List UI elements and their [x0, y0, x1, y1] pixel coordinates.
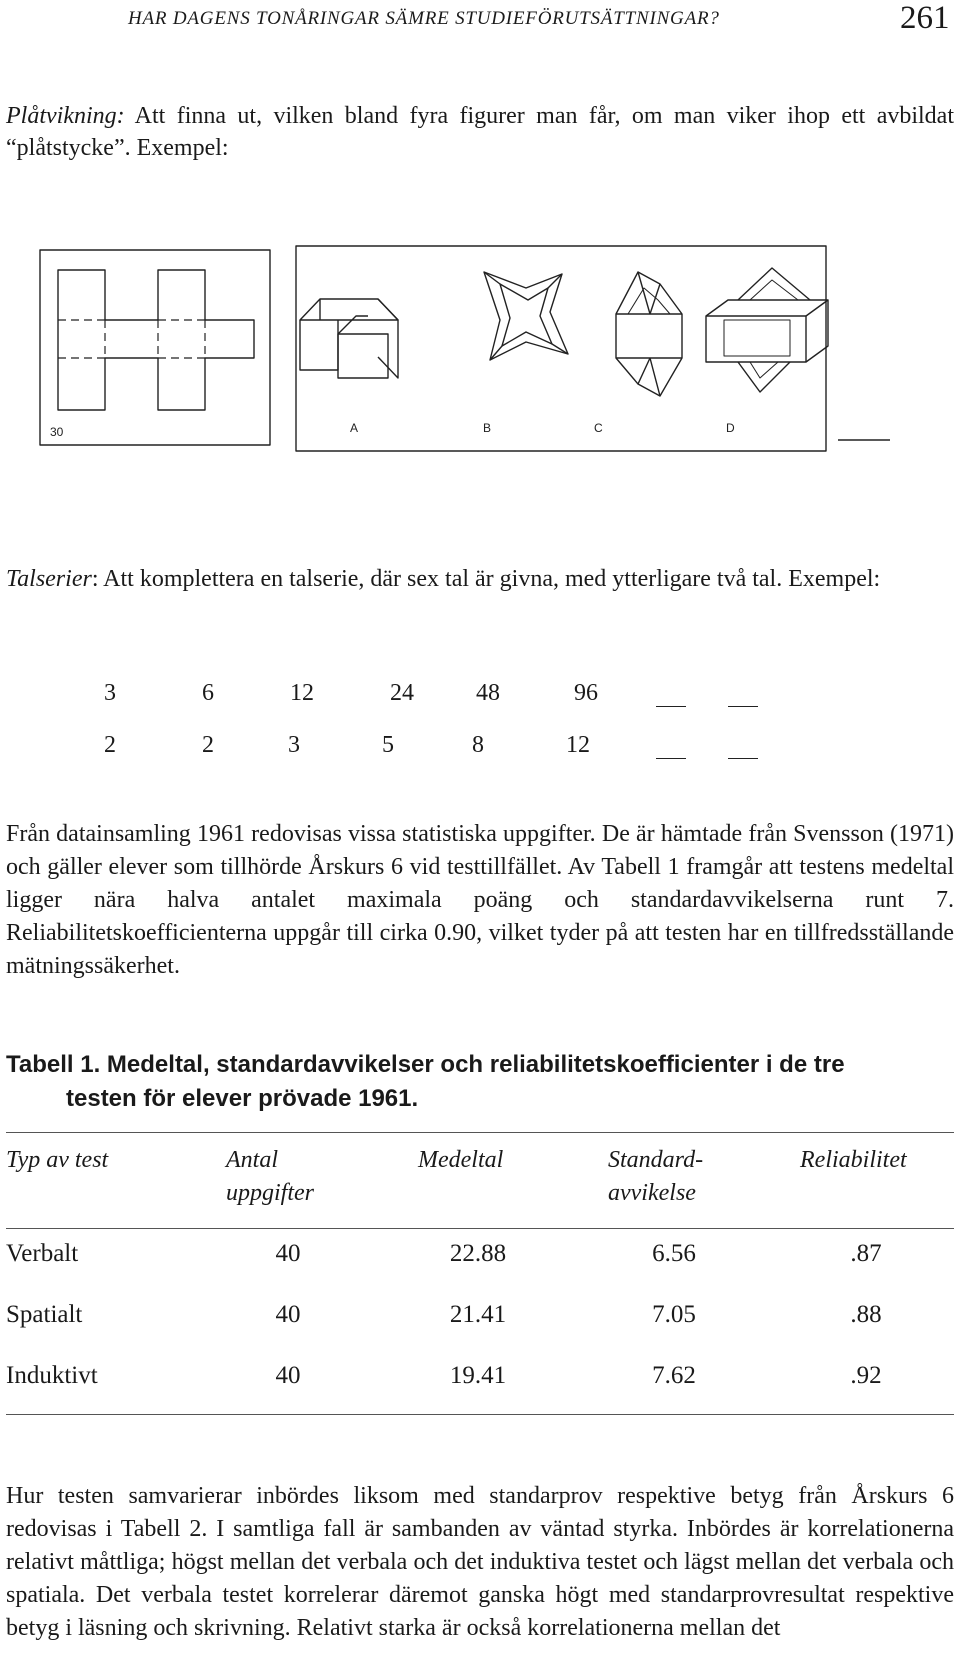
- option-b-shape: [484, 272, 568, 360]
- series-value: 2: [104, 732, 116, 758]
- series-value: 8: [472, 732, 484, 758]
- table-cell-count: 40: [275, 1301, 301, 1328]
- table-cell-sd: 7.05: [652, 1301, 696, 1328]
- series-value: 12: [290, 680, 314, 706]
- option-label-c: C: [594, 421, 603, 435]
- table-cell-reliability: .92: [850, 1362, 882, 1389]
- column-header-sd-line-2: avvikelse: [608, 1180, 696, 1206]
- page-number: 261: [900, 0, 950, 36]
- column-header-reliability: Reliabilitet: [800, 1147, 907, 1173]
- column-header-type: Typ av test: [6, 1147, 109, 1173]
- table-caption: [6, 1048, 954, 1116]
- table-caption-line-2: testen för elever prövade 1961.: [66, 1085, 419, 1112]
- series-value: 6: [202, 680, 214, 706]
- table-row-type: Induktivt: [6, 1362, 98, 1389]
- column-header-sd: [608, 1144, 703, 1210]
- table-cell-mean: 21.41: [449, 1301, 507, 1328]
- series-value: 48: [476, 680, 500, 706]
- option-a-shape: [300, 299, 398, 378]
- answer-blank: [656, 706, 686, 707]
- folding-figure: [38, 244, 958, 454]
- talserier-term: Talserier: [6, 566, 92, 592]
- option-label-b: B: [483, 421, 492, 435]
- table-cell-count: 40: [275, 1362, 301, 1389]
- table-caption-line-1: Tabell 1. Medeltal, standardavvikelser och reliabilitetskoefficienter i de tre: [6, 1051, 845, 1078]
- item-number-label: 30: [50, 425, 64, 439]
- table-cell-reliability: .87: [850, 1240, 882, 1267]
- flat-sheet-pattern: [58, 270, 254, 410]
- column-header-mean: Medeltal: [418, 1147, 504, 1173]
- table-cell-sd: 6.56: [652, 1240, 696, 1267]
- answer-blank: [728, 758, 758, 759]
- series-value: 24: [390, 680, 414, 706]
- series-value: 5: [382, 732, 394, 758]
- series-value: 12: [566, 732, 590, 758]
- talserier-text: : Att komplettera en talserie, där sex tal är givna, med ytterligare två tal. Exempel:: [91, 566, 881, 592]
- option-d-shape: [706, 268, 828, 392]
- body-paragraph-2: Hur testen samvarierar inbördes liksom med standarprov respektive betyg från Årskurs 6 redovisas i Tabell 2. I samtliga fall är sambanden av väntad styrka. Inbördes är korrelationerna relativt måttliga; högst mellan det verbala och det induktiva testet och lägst mellan det verbala och spatiala. Det verbala testet korrelerar däremot ganska högt med standarprovresultat respektive betyg i läsning och skrivning. Relativt starka är också korrelationerna mellan det: [6, 1483, 954, 1641]
- series-value: 3: [104, 680, 116, 706]
- table-row-type: Spatialt: [6, 1301, 83, 1328]
- running-head: HAR DAGENS TONÅRINGAR SÄMRE STUDIEFÖRUTSÄTTNINGAR?: [128, 8, 720, 29]
- column-header-count-line-2: uppgifter: [226, 1180, 314, 1206]
- series-value: 3: [288, 732, 300, 758]
- table-header-rule: [6, 1228, 954, 1229]
- number-series-row: [0, 732, 960, 766]
- answer-blank: [728, 706, 758, 707]
- column-header-count-line-1: Antal: [226, 1147, 278, 1173]
- option-c-shape: [616, 272, 682, 396]
- table-cell-count: 40: [275, 1240, 301, 1267]
- table-cell-mean: 19.41: [449, 1362, 507, 1389]
- table-cell-reliability: .88: [850, 1301, 882, 1328]
- pattern-frame: [40, 250, 270, 445]
- option-label-a: A: [350, 421, 359, 435]
- talserier-paragraph: [6, 563, 954, 595]
- table-bottom-rule: [6, 1414, 954, 1415]
- intro-term: Plåtvikning:: [6, 103, 125, 129]
- intro-paragraph: [6, 100, 954, 164]
- intro-text: Att finna ut, vilken bland fyra figurer man får, om man viker ihop ett avbildat “plåtstycke”. Exempel:: [6, 103, 954, 161]
- number-series-row: [0, 680, 960, 714]
- series-value: 96: [574, 680, 598, 706]
- series-value: 2: [202, 732, 214, 758]
- table-row-type: Verbalt: [6, 1240, 79, 1267]
- column-header-count: [226, 1144, 314, 1210]
- option-label-d: D: [726, 421, 735, 435]
- body-paragraph-1: Från datainsamling 1961 redovisas vissa statistiska uppgifter. De är hämtade från Svensson (1971) och gäller elever som tillhörde Årskurs 6 vid testtillfället. Av Tabell 1 framgår att testens medeltal ligger nära halva antalet maximala poäng och standardavvikelserna runt 7. Reliabilitetskoefficienterna uppgår till cirka 0.90, vilket tyder på att testen har en tillfredsställande mätningssäkerhet.: [6, 821, 954, 979]
- answer-blank: [656, 758, 686, 759]
- column-header-sd-line-1: Standard-: [608, 1147, 704, 1173]
- table-cell-mean: 22.88: [449, 1240, 507, 1267]
- table-cell-sd: 7.62: [652, 1362, 696, 1389]
- table-top-rule: [6, 1132, 954, 1133]
